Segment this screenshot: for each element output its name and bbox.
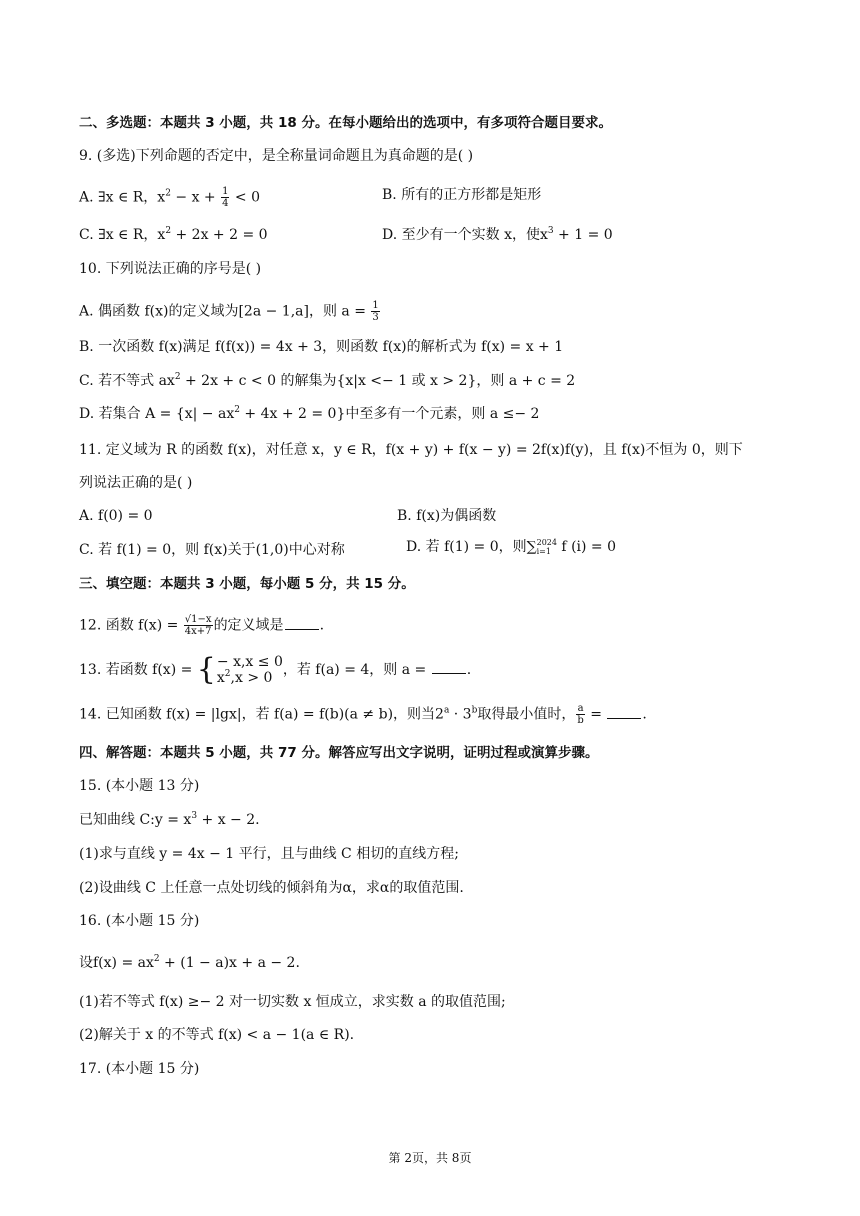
q16-head: 16. (本小题 15 分) [79, 913, 200, 929]
q11-stem-line1: 11. 定义域为 R 的函数 f(x)，对任意 x，y ∈ R，f(x + y) + f(x − y) = 2f(x)f(y)，且 f(x)不恒为 0，则下 [79, 442, 743, 458]
q13-answer-blank[interactable] [432, 661, 466, 674]
q15-given: 已知曲线 C:y = $x^3 + x - 2$. [79, 811, 260, 828]
q11-sum-limits: 2024 i=1 [536, 538, 557, 556]
q10-option-a: A. 偶函数 f(x)的定义域为[2a − 1,a]，则 a = $\frac{1}{3}$ [79, 300, 379, 323]
q14: 14. 已知函数 f(x) = |lgx|，若 f(a) = f(b)(a ≠ b)，则当$2^a \cdot 3^b$取得最小值时， $\frac{a}{b}$ = . [79, 703, 647, 726]
q13: 13. 若函数 f(x) = { − x,x ≤ 0 $x^2,x > 0$ ，若 f(a) = 4，则 a = . [79, 652, 472, 687]
q10-a-fraction: $\frac{1}{3}$ [372, 300, 379, 323]
q14-answer-blank[interactable] [607, 706, 641, 719]
q12: 12. 函数 f(x) = $\frac{√1-x}{4x+7}$ 的定义域是 . [79, 614, 325, 637]
q9-stem: 9. (多选)下列命题的否定中，是全称量词命题且为真命题的是( ) [79, 148, 474, 164]
q11-stem-line2: 列说法正确的是( ) [79, 475, 193, 491]
q12-answer-blank[interactable] [285, 617, 319, 630]
q17-head: 17. (本小题 15 分) [79, 1061, 200, 1077]
q9-option-d: D. 至少有一个实数 x，使$x^3 + 1 = 0$ [382, 226, 613, 243]
q11-option-d: D. 若 f(1) = 0，则∑ 2024 i=1 f (i) = 0 [406, 538, 617, 556]
q9-a-fraction: $\frac{1}{4}$ [222, 186, 229, 209]
q10-option-b: B. 一次函数 f(x)满足 f(f(x)) = 4x + 3，则函数 f(x)的解析式为 f(x) = x + 1 [79, 339, 564, 355]
q15-head: 15. (本小题 13 分) [79, 778, 200, 794]
q12-fraction: $\frac{√1-x}{4x+7}$ [184, 614, 212, 637]
q16-given: 设$f(x) = ax^2 + (1 - a)x + a - 2$. [79, 954, 300, 971]
q10-stem: 10. 下列说法正确的序号是( ) [79, 261, 262, 277]
section-solution-header: 四、解答题：本题共 5 小题，共 77 分。解答应写出文字说明，证明过程或演算步骤。 [79, 745, 599, 761]
q16-part1: (1)若不等式 f(x) ≥− 2 对一切实数 x 恒成立，求实数 a 的取值范围; [79, 994, 506, 1010]
q9-option-a: A. ∃x ∈ R，$x^2 - x$ + $\frac{1}{4}$ < 0 [79, 186, 261, 209]
q15-part2: (2)设曲线 C 上任意一点处切线的倾斜角为α，求α的取值范围. [79, 880, 464, 896]
q11-option-b: B. f(x)为偶函数 [397, 508, 497, 524]
page-footer: 第 2页，共 8页 [388, 1151, 472, 1165]
q14-fraction: $\frac{a}{b}$ [577, 703, 584, 726]
q16-part2: (2)解关于 x 的不等式 f(x) < a − 1(a ∈ R). [79, 1027, 355, 1043]
q9-option-c: C. ∃x ∈ R，$x^2 + 2x + 2 = 0$ [79, 226, 268, 243]
q11-option-a: A. f(0) = 0 [79, 508, 153, 524]
q13-piecewise: − x,x ≤ 0 $x^2,x > 0$ [216, 654, 283, 686]
q10-option-d: D. 若集合 $A = \{x| - ax^2 + 4x + 2 = 0\}$中至多有一个元素，则 a ≤− 2 [79, 405, 540, 422]
q11-option-c: C. 若 f(1) = 0，则 f(x)关于(1,0)中心对称 [79, 542, 345, 558]
q15-part1: (1)求与直线 y = 4x − 1 平行，且与曲线 C 相切的直线方程; [79, 846, 459, 862]
q10-option-c: C. 若不等式 $ax^2 + 2x + c < 0$ 的解集为{x|x <− 1 或 x > 2}，则 a + c = 2 [79, 372, 576, 389]
section-fill-blank-header: 三、填空题：本题共 3 小题，每小题 5 分，共 15 分。 [79, 576, 415, 592]
section-multiple-choice-header: 二、多选题：本题共 3 小题，共 18 分。在每小题给出的选项中，有多项符合题目要求。 [79, 115, 612, 131]
q9-option-b: B. 所有的正方形都是矩形 [382, 187, 542, 203]
